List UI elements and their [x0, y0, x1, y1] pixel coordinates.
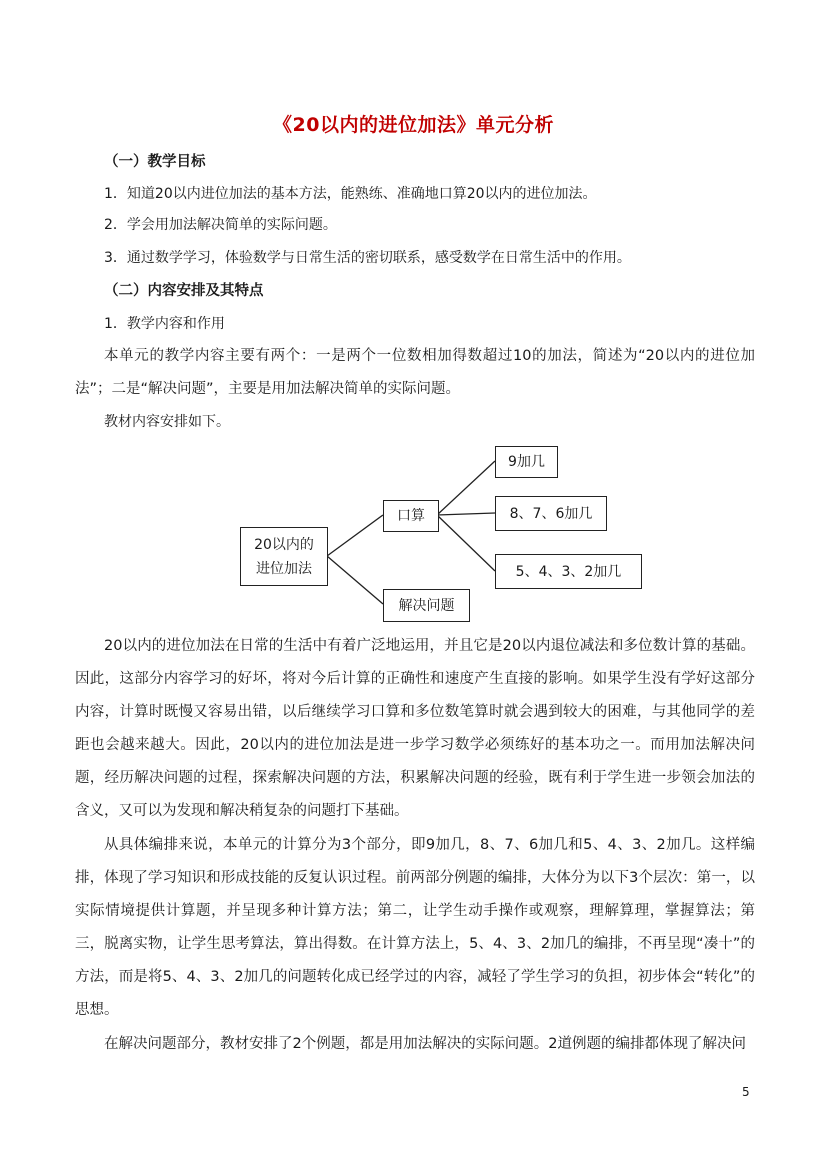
diagram-solve-box [383, 589, 470, 622]
document-title: 《20以内的进位加法》单元分析 [273, 114, 554, 136]
paragraph-problem-solving: 在解决问题部分，教材安排了2个例题，都是用加法解决的实际问题。2道例题的编排都体现了解决问 [104, 1036, 746, 1052]
section-heading-goals: （一）教学目标 [104, 154, 206, 170]
section-heading-content: （二）内容安排及其特点 [104, 283, 264, 299]
goal-item-1: 1．知道20以内进位加法的基本方法，能熟练、准确地口算20以内的进位加法。 [104, 186, 597, 202]
diagram-leaf-5432 [495, 554, 642, 589]
page-number: 5 [742, 1085, 750, 1099]
goal-item-2: 2．学会用加法解决简单的实际问题。 [104, 217, 337, 233]
paragraph-basics: 20以内的进位加法在日常的生活中有着广泛地运用，并且它是20以内退位减法和多位数计算的基础。因此，这部分内容学习的好坏，将对今后计算的正确性和速度产生直接的影响。如果学生没有学好这部分内容，计算时既慢又容易出错，以后继续学习口算和多位数笔算时就会遇到较大的困难，与其他同学的差距也会越来越大。因此，20以内的进位加法是进一步学习数学必须练好的基本功之一。而用加法解决问题，经历解决问题的过程，探索解决问题的方法，积累解决问题的经验，既有利于学生进一步领会加法的含义，又可以为发现和解决稍复杂的问题打下基础。 [75, 638, 755, 819]
oral-label: 口算 [397, 508, 425, 524]
body-paragraphs [75, 630, 755, 1061]
root-label-line2: 进位加法 [255, 560, 312, 577]
connector-oral-876 [437, 513, 495, 515]
connector-oral-9 [437, 461, 495, 515]
leaf-5432-label: 5、4、3、2加几 [515, 563, 622, 580]
connector-root-oral [327, 515, 383, 556]
diagram-leaf-9 [495, 446, 558, 478]
connector-root-solve [327, 556, 383, 604]
leaf-9-label: 9加几 [508, 454, 545, 470]
solve-label: 解决问题 [398, 597, 455, 614]
intro-paragraph [75, 340, 755, 406]
intro-text: 本单元的教学内容主要有两个：一是两个一位数相加得数超过10的加法，简述为“20以内的进位加法”；二是“解决问题”，主要是用加法解决简单的实际问题。 [75, 348, 755, 397]
subheading-content-role: 1．教学内容和作用 [104, 316, 225, 332]
paragraph-arrangement: 从具体编排来说，本单元的计算分为3个部分，即9加几，8、7、6加几和5、4、3、2加几。这样编排，体现了学习知识和形成技能的反复认识过程。前两部分例题的编排，大体分为以下3个层次：第一，以实际情境提供计算题，并呈现多种计算方法；第二，让学生动手操作或观察，理解算理，掌握算法；第三，脱离实物，让学生思考算法，算出得数。在计算方法上，5、4、3、2加几的编排，不再呈现“凑十”的方法，而是将5、4、3、2加几的问题转化成已经学过的内容，减轻了学生学习的负担，初步体会“转化”的思想。 [75, 837, 755, 1018]
diagram-oral-box [383, 500, 439, 532]
connector-oral-5432 [437, 515, 495, 571]
diagram-root-box [240, 527, 328, 586]
diagram-leaf-876 [495, 496, 607, 531]
leaf-876-label: 8、7、6加几 [509, 505, 593, 522]
root-label-line1: 20以内的 [254, 536, 314, 553]
goal-item-3: 3．通过数学学习，体验数学与日常生活的密切联系，感受数学在日常生活中的作用。 [104, 250, 631, 266]
arrangement-note: 教材内容安排如下。 [104, 414, 230, 430]
